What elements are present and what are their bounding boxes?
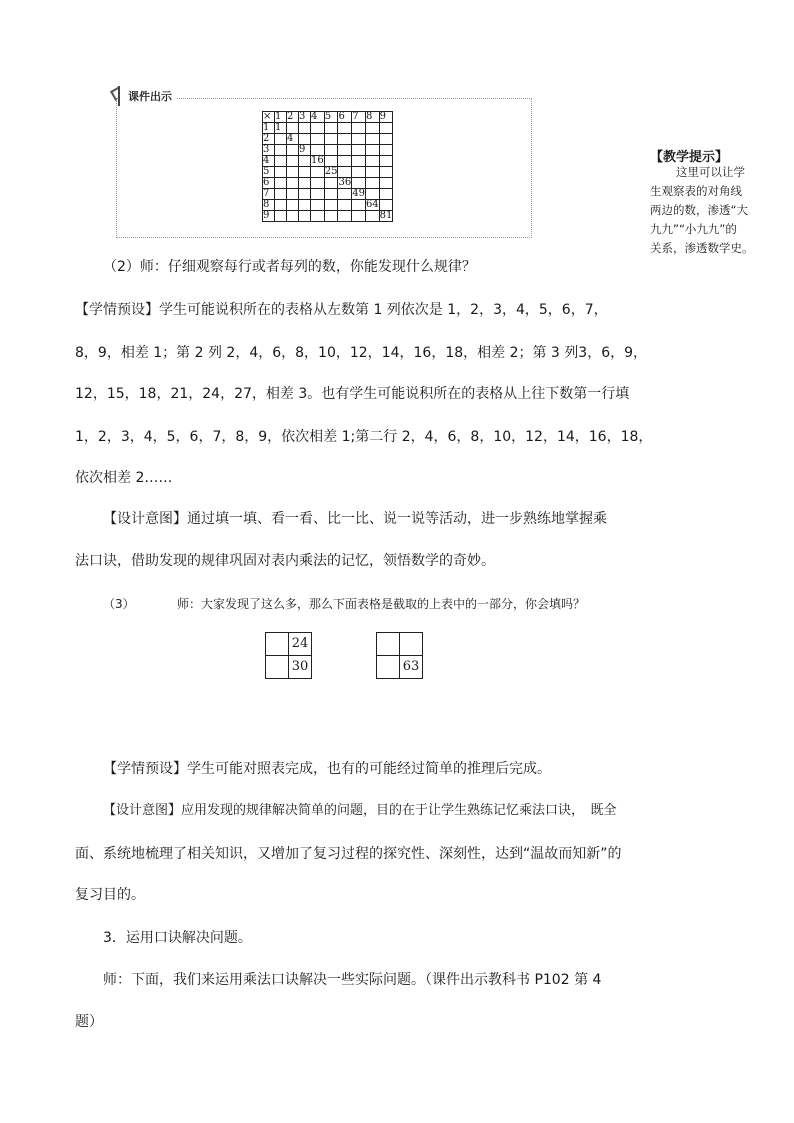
puzzle-cell: [266, 633, 289, 656]
table-cell: [324, 200, 338, 211]
table-cell: [338, 156, 352, 167]
puzzle-cell: [266, 656, 289, 679]
puzzle-cell: [377, 633, 400, 656]
table-cell: [275, 211, 287, 222]
table-cell: [299, 200, 311, 211]
table-cell: [287, 167, 299, 178]
table-cell: [365, 134, 379, 145]
table-cell: [299, 134, 311, 145]
table-cell: [311, 211, 325, 222]
table-cell: 4: [287, 134, 299, 145]
table-cell: 81: [379, 210, 393, 221]
table-cell: 9: [299, 145, 311, 156]
puzzle-cell: 30: [289, 656, 312, 679]
table-cell: [311, 167, 325, 178]
table-cell: [275, 178, 287, 189]
table-cell: 7: [352, 112, 366, 123]
table-cell: 5: [263, 167, 275, 178]
puzzle-grid-1: [265, 632, 312, 679]
table-cell: [365, 123, 379, 134]
table-cell: [299, 211, 311, 222]
table-cell: 3: [263, 145, 275, 156]
table-cell: [275, 156, 287, 167]
preset-line: 依次相差 2……: [75, 470, 173, 486]
table-cell: [324, 156, 338, 167]
intent-line: 【设计意图】通过填一填、看一看、比一比、说一说等活动，进一步熟练地掌握乘: [103, 511, 607, 527]
table-cell: [287, 200, 299, 211]
table-cell: [324, 211, 338, 222]
table-cell: [338, 211, 352, 222]
table-cell: 1: [275, 112, 287, 123]
table-cell: [379, 178, 393, 189]
intent-2-line: 【设计意图】应用发现的规律解决简单的问题，目的在于让学生熟练记忆乘法口诀， 既全: [103, 803, 617, 818]
table-cell: [379, 156, 393, 167]
table-cell: [275, 134, 287, 145]
multiplication-table: [262, 111, 393, 222]
preset-line: 8，9，相差 1；第 2 列 2，4，6，8，10，12，14，16，18，相差 2；第 3 列3，6，9，: [75, 345, 648, 361]
table-cell: 8: [365, 112, 379, 123]
table-row: [263, 211, 393, 222]
table-cell: [311, 134, 325, 145]
puzzle-cell: 63: [400, 656, 423, 679]
table-cell: [338, 189, 352, 200]
table-cell: [338, 200, 352, 211]
table-cell: [379, 189, 393, 200]
table-cell: [352, 211, 366, 222]
teacher-line: 师：下面，我们来运用乘法口诀解决一些实际问题。（课件出示教科书 P102 第 4: [103, 972, 602, 988]
teaching-tip-line: 九九”“小九九”的: [650, 222, 737, 236]
table-row: [263, 123, 393, 134]
courseware-label: 课件出示: [118, 86, 176, 106]
table-cell: 8: [263, 200, 275, 211]
table-cell: [365, 178, 379, 189]
preset-line: 12，15，18，21，24，27，相差 3。也有学生可能说积所在的表格从上往下数第一行填: [75, 386, 630, 402]
table-cell: [338, 123, 352, 134]
table-cell: [352, 178, 366, 189]
table-cell: 6: [263, 178, 275, 189]
table-cell: [287, 211, 299, 222]
table-cell: 1: [275, 123, 287, 134]
table-row: [263, 189, 393, 200]
table-row: [263, 200, 393, 211]
table-cell: [324, 189, 338, 200]
table-cell: [352, 167, 366, 178]
table-cell: ×: [263, 112, 275, 123]
table-cell: [379, 167, 393, 178]
puzzle-cell: 24: [289, 633, 312, 656]
intent-2-line: 复习目的。: [75, 887, 145, 903]
table-cell: [324, 145, 338, 156]
table-cell: 4: [311, 112, 325, 123]
section-3-heading: 3．运用口诀解决问题。: [103, 930, 252, 946]
question-3-number: （3）: [103, 597, 135, 611]
table-cell: [338, 134, 352, 145]
intent-2-line: 面、系统地梳理了相关知识，又增加了复习过程的探究性、深刻性，达到“温故而知新”的: [75, 846, 622, 862]
table-cell: 9: [379, 112, 393, 123]
table-cell: 2: [287, 112, 299, 123]
table-cell: 4: [263, 156, 275, 167]
table-cell: 7: [263, 189, 275, 200]
table-cell: [379, 134, 393, 145]
teaching-tip-line: 关系，渗透数学史。: [650, 241, 754, 255]
table-cell: [324, 123, 338, 134]
table-cell: [299, 178, 311, 189]
table-row: [263, 145, 393, 156]
table-cell: [275, 167, 287, 178]
table-cell: [365, 156, 379, 167]
teacher-line: 题）: [75, 1014, 103, 1030]
table-cell: [379, 145, 393, 156]
table-row: [263, 156, 393, 167]
table-cell: [352, 123, 366, 134]
table-cell: [311, 123, 325, 134]
table-row: [263, 178, 393, 189]
intent-line: 法口诀，借助发现的规律巩固对表内乘法的记忆，领悟数学的奇妙。: [75, 553, 495, 569]
table-cell: [379, 123, 393, 134]
table-cell: 49: [352, 188, 365, 199]
table-row: [263, 134, 393, 145]
preset-line: 1，2，3，4，5，6，7，8，9，依次相差 1;第二行 2，4，6，8，10，12，14，16，18，: [75, 429, 653, 445]
table-cell: [299, 156, 311, 167]
table-cell: [311, 178, 325, 189]
table-cell: [352, 200, 366, 211]
table-cell: [311, 145, 325, 156]
preset-line: 【学情预设】学生可能说积所在的表格从左数第 1 列依次是 1，2，3，4，5，6，7，: [75, 302, 608, 318]
table-cell: 25: [324, 166, 338, 177]
table-header-row: [263, 112, 393, 123]
table-cell: [275, 189, 287, 200]
table-cell: 5: [324, 112, 338, 123]
table-cell: [275, 200, 287, 211]
table-cell: [379, 200, 393, 211]
table-cell: [324, 178, 338, 189]
table-cell: 64: [365, 199, 379, 210]
question-3: 师：大家发现了这么多，那么下面表格是截取的上表中的一部分，你会填吗？: [177, 597, 586, 611]
table-cell: [275, 145, 287, 156]
teaching-tip-line: 这里可以让学: [676, 165, 745, 179]
table-cell: [338, 145, 352, 156]
table-cell: [352, 134, 366, 145]
table-cell: 9: [263, 211, 275, 222]
table-cell: [287, 156, 299, 167]
puzzle-cell: [377, 656, 400, 679]
table-cell: [287, 189, 299, 200]
puzzle-grid-2: [376, 632, 423, 679]
preset-2: 【学情预设】学生可能对照表完成，也有的可能经过简单的推理后完成。: [103, 761, 551, 777]
question-2: （2）师：仔细观察每行或者每列的数，你能发现什么规律？: [103, 259, 476, 275]
table-cell: [365, 145, 379, 156]
table-row: [263, 167, 393, 178]
teaching-tip-line: 生观察表的对角线: [650, 184, 742, 198]
table-cell: [365, 167, 379, 178]
table-cell: [287, 145, 299, 156]
table-cell: [299, 167, 311, 178]
table-cell: [287, 123, 299, 134]
table-cell: [365, 211, 379, 222]
table-cell: [352, 145, 366, 156]
table-cell: [287, 178, 299, 189]
table-cell: [299, 123, 311, 134]
teaching-tip-title: 【教学提示】: [650, 150, 729, 165]
table-cell: 6: [338, 112, 352, 123]
table-cell: [324, 134, 338, 145]
table-cell: 2: [263, 134, 275, 145]
table-cell: [311, 200, 325, 211]
table-cell: 3: [299, 112, 311, 123]
table-cell: [352, 156, 366, 167]
table-cell: [311, 189, 325, 200]
table-cell: 36: [338, 177, 352, 188]
table-cell: 1: [263, 123, 275, 134]
table-cell: [338, 167, 352, 178]
teaching-tip-line: 两边的数，渗透“大: [650, 203, 748, 217]
puzzle-cell: [400, 633, 423, 656]
table-cell: [299, 189, 311, 200]
table-cell: [365, 189, 379, 200]
table-cell: 16: [311, 155, 324, 166]
